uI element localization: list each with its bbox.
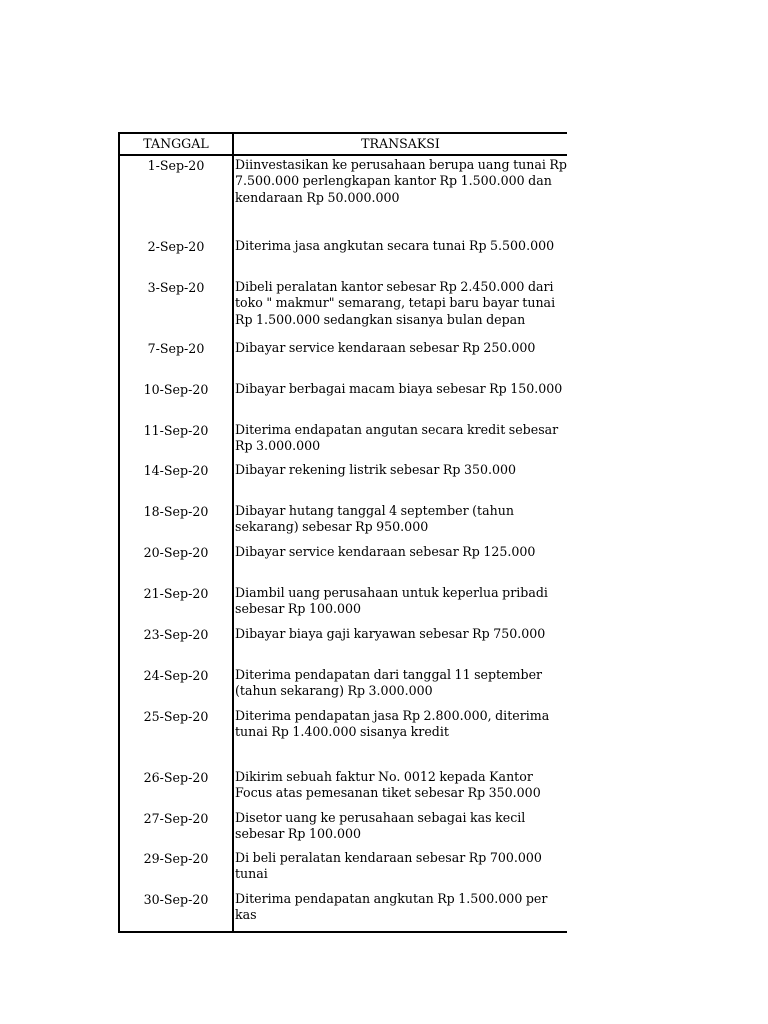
table-row [119, 421, 567, 461]
transaction-cell: Dibayar service kendaraan sebesar Rp 125.000 [235, 544, 536, 559]
table-row [119, 237, 567, 278]
transaction-cell: Dibeli peralatan kantor sebesar Rp 2.450.000 dari toko " makmur" semarang, tetapi baru bayar tunai Rp 1.500.000 sedangkan sisanya bulan depan [235, 279, 556, 327]
date-cell: 2-Sep-20 [119, 237, 233, 278]
date-cell: 11-Sep-20 [119, 421, 233, 461]
transaction-cell: Dibayar hutang tanggal 4 september (tahun sekarang) sebesar Rp 950.000 [235, 503, 514, 535]
date-cell: 3-Sep-20 [119, 278, 233, 339]
transaction-cell: Diterima pendapatan angkutan Rp 1.500.000 per kas [233, 890, 567, 932]
transaction-cell: Diterima jasa angkutan secara tunai Rp 5.500.000 [235, 238, 555, 253]
table-row [119, 339, 567, 380]
transaction-rows [119, 155, 567, 932]
date-cell: 21-Sep-20 [119, 584, 233, 625]
transaction-cell: Di beli peralatan kendaraan sebesar Rp 700.000 tunai [235, 850, 542, 882]
transaction-cell: Diinvestasikan ke perusahaan berupa uang tunai Rp 7.500.000 perlengkapan kantor Rp 1.500.000 dan kendaraan Rp 50.000.000 [235, 157, 567, 205]
transaction-cell: Dibayar service kendaraan sebesar Rp 250.000 [235, 340, 536, 355]
table-row [119, 543, 567, 584]
table-row [119, 461, 567, 502]
date-cell: 27-Sep-20 [119, 809, 233, 849]
table-row [119, 584, 567, 625]
transaction-column-header: TRANSAKSI [233, 133, 567, 155]
table-row [119, 849, 567, 890]
transaction-cell: Dikirim sebuah faktur No. 0012 kepada Kantor Focus atas pemesanan tiket sebesar Rp 350.000 [235, 769, 541, 801]
transaction-cell: Dibayar rekening listrik sebesar Rp 350.000 [235, 462, 517, 477]
date-cell: 23-Sep-20 [119, 625, 233, 666]
table-row [119, 380, 567, 421]
table-row [119, 707, 567, 768]
date-cell: 25-Sep-20 [119, 707, 233, 768]
transaction-sheet [118, 132, 566, 933]
table-row [119, 809, 567, 849]
table-row [119, 278, 567, 339]
transaction-cell: Dibayar berbagai macam biaya sebesar Rp 150.000 [235, 381, 563, 396]
date-cell: 18-Sep-20 [119, 502, 233, 543]
transaction-cell: Dibayar biaya gaji karyawan sebesar Rp 750.000 [235, 626, 546, 641]
transaction-cell: Diterima endapatan angutan secara kredit sebesar Rp 3.000.000 [235, 422, 559, 454]
table-row [119, 155, 567, 237]
date-cell: 20-Sep-20 [119, 543, 233, 584]
table-row [119, 768, 567, 809]
date-cell: 24-Sep-20 [119, 666, 233, 707]
date-cell: 29-Sep-20 [119, 849, 233, 890]
table-row [119, 890, 567, 932]
transaction-cell: Diterima pendapatan dari tanggal 11 september (tahun sekarang) Rp 3.000.000 [235, 667, 543, 699]
date-cell: 7-Sep-20 [119, 339, 233, 380]
header-row [119, 133, 567, 155]
date-cell: 26-Sep-20 [119, 768, 233, 809]
transaction-cell: Diambil uang perusahaan untuk keperlua pribadi sebesar Rp 100.000 [235, 585, 548, 617]
table-row [119, 625, 567, 666]
transaction-cell: Diterima pendapatan jasa Rp 2.800.000, diterima tunai Rp 1.400.000 sisanya kredit [235, 708, 550, 740]
date-cell: 30-Sep-20 [119, 890, 233, 932]
date-column-header: TANGGAL [119, 133, 233, 155]
table-row [119, 502, 567, 543]
table-row [119, 666, 567, 707]
date-cell: 14-Sep-20 [119, 461, 233, 502]
date-cell: 1-Sep-20 [119, 155, 233, 237]
transaction-table [118, 132, 567, 933]
transaction-cell: Disetor uang ke perusahaan sebagai kas kecil sebesar Rp 100.000 [235, 810, 526, 842]
date-cell: 10-Sep-20 [119, 380, 233, 421]
